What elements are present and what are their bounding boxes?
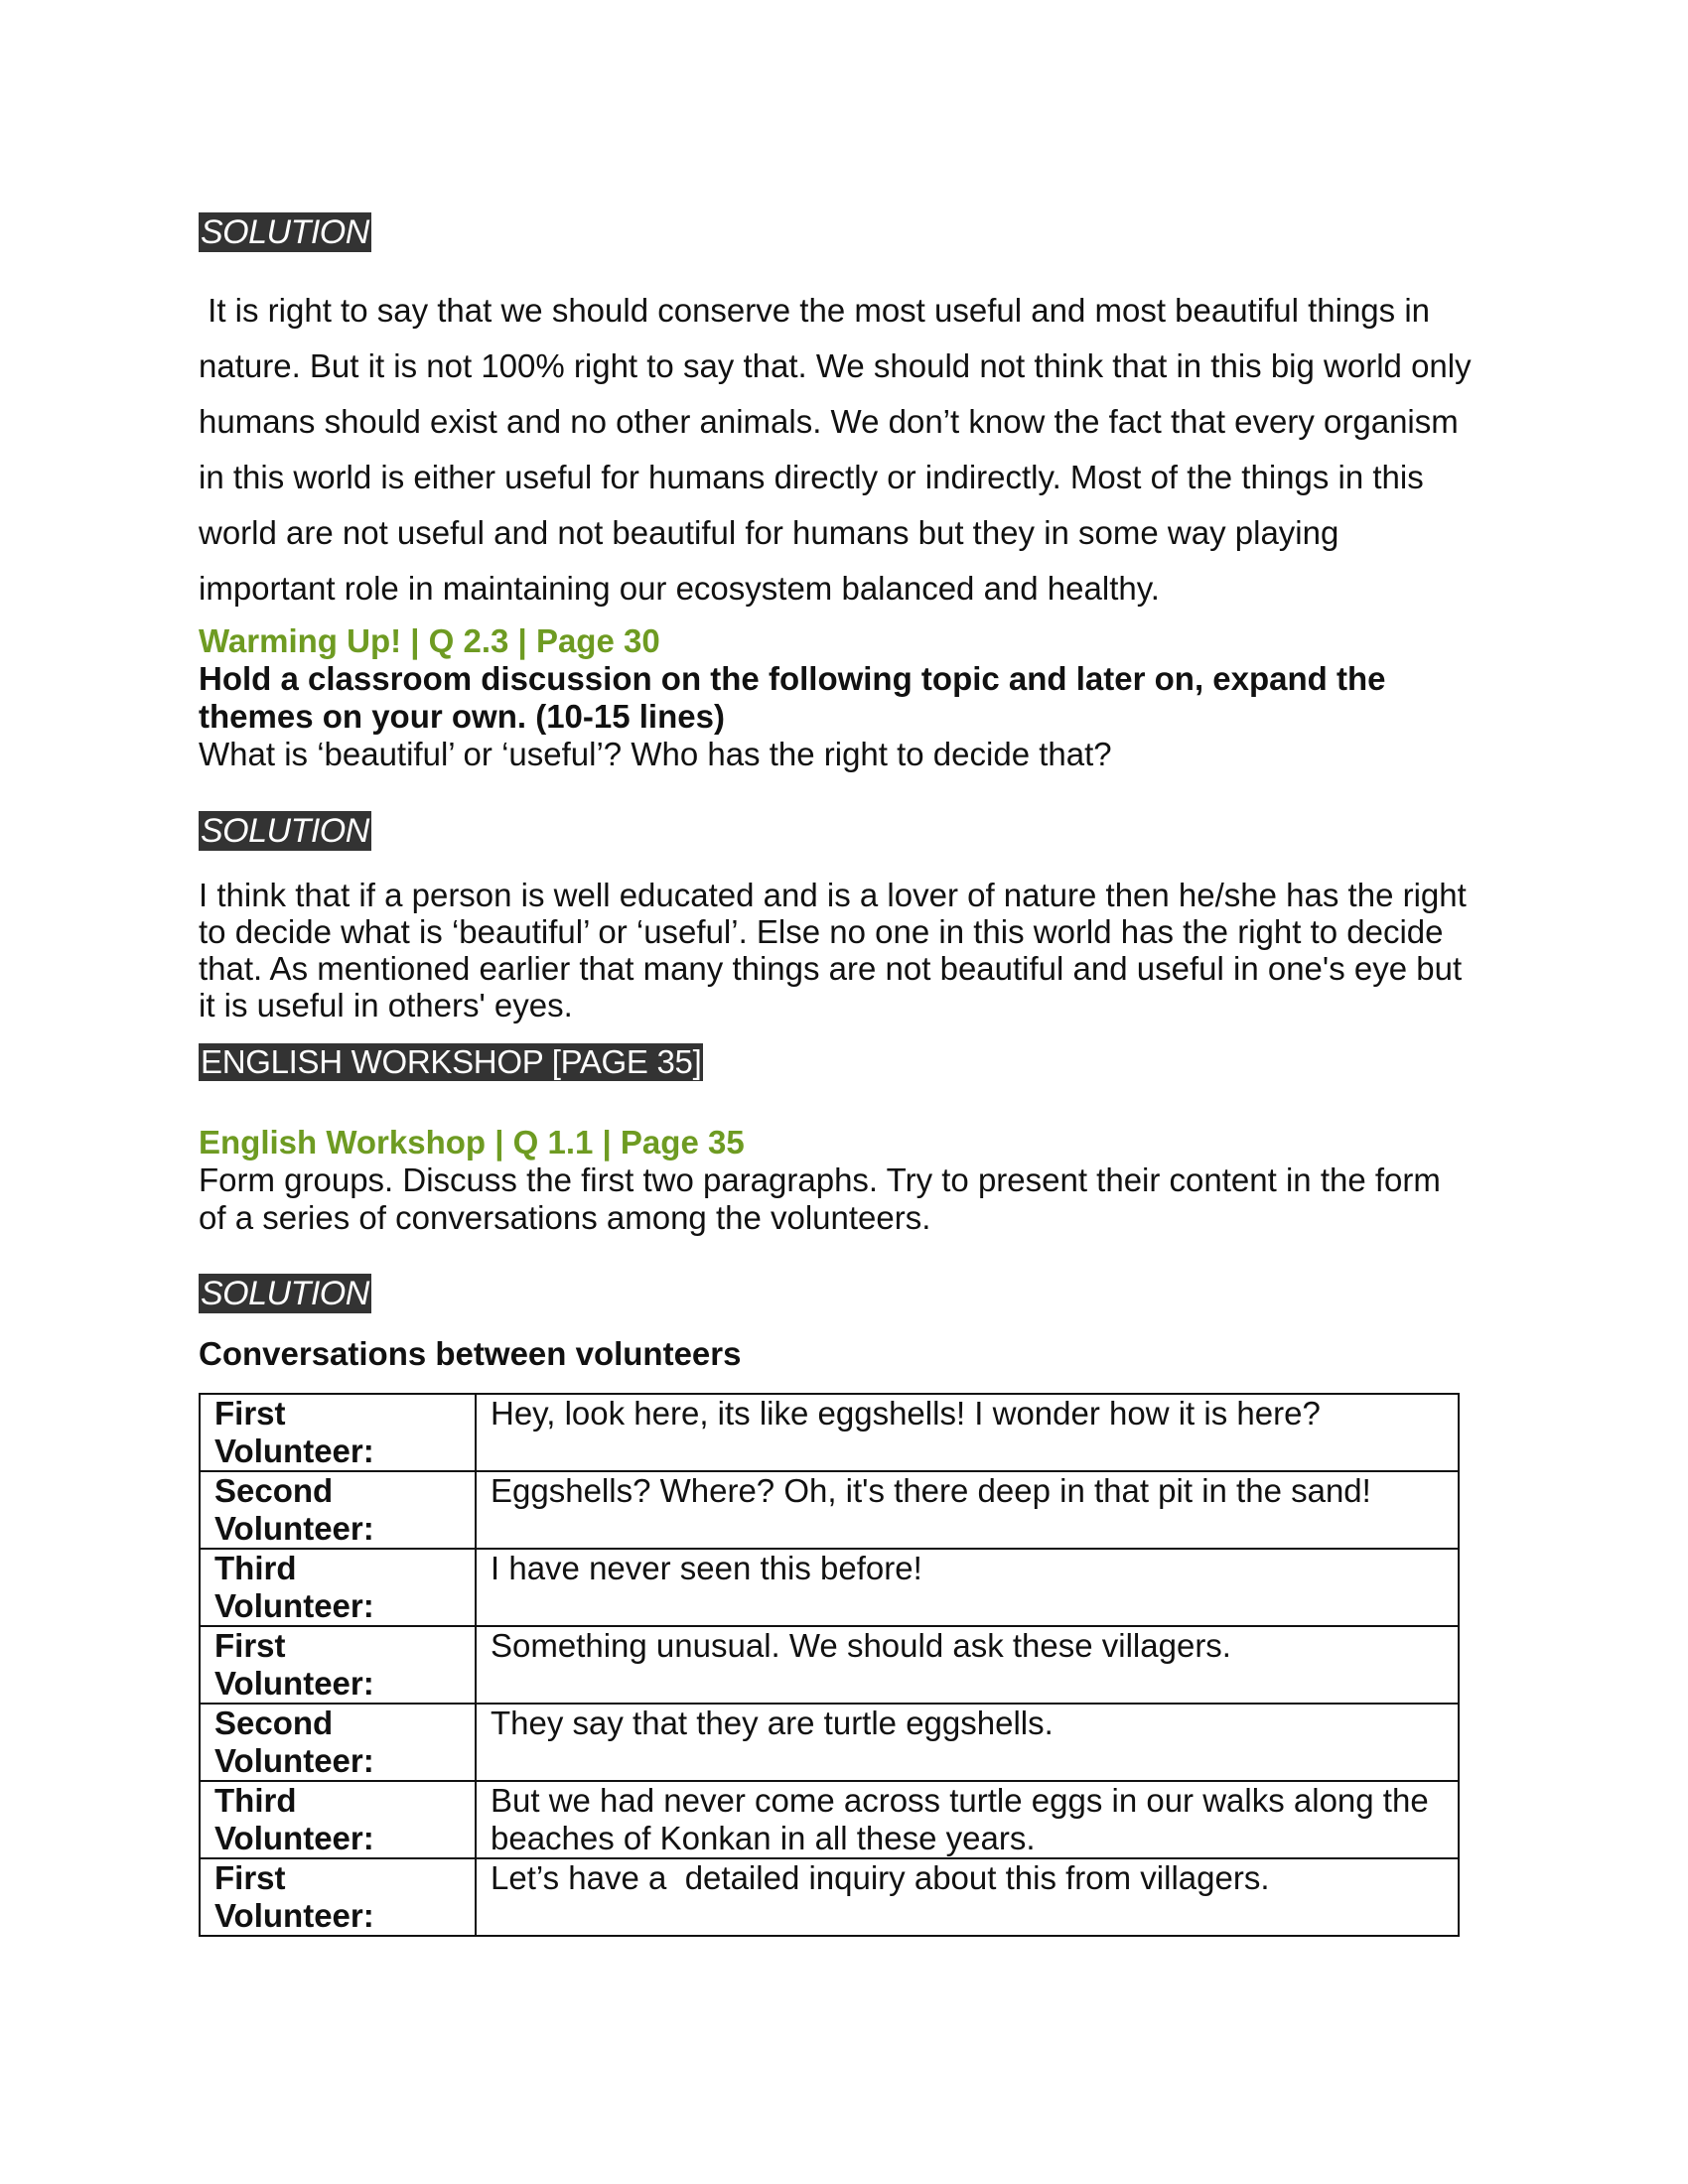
dialogue-cell — [476, 1781, 1459, 1858]
dialogue-line: Eggshells? Where? Oh, it's there deep in that pit in the sand! — [491, 1472, 1371, 1509]
conversation-table-wrap — [199, 1393, 1460, 1937]
dialogue-line: Something unusual. We should ask these villagers. — [491, 1627, 1231, 1664]
dialogue-cell — [476, 1394, 1459, 1471]
speaker-ordinal: Second — [214, 1705, 334, 1741]
question-2-prompt-bold: Hold a classroom discussion on the following topic and later on, expand the — [199, 660, 1386, 697]
question-2-heading: Warming Up! | Q 2.3 | Page 30 — [199, 622, 660, 659]
speaker-ordinal: First — [214, 1859, 286, 1896]
answer-2-line: to decide what is ‘beautiful’ or ‘useful’. Else no one in this world has the right to decide — [199, 913, 1444, 950]
question-2-prompt-bold: themes on your own. (10-15 lines) — [199, 698, 725, 735]
answer-1-line: important role in maintaining our ecosystem balanced and healthy. — [199, 570, 1160, 607]
conversation-heading: Conversations between volunteers — [199, 1335, 742, 1372]
speaker-ordinal: First — [214, 1395, 286, 1432]
speaker-role: Volunteer: — [214, 1510, 374, 1547]
speaker-role: Volunteer: — [214, 1433, 374, 1469]
speaker-cell — [200, 1858, 476, 1936]
speaker-ordinal: Second — [214, 1472, 334, 1509]
conversation-section — [199, 1335, 741, 1373]
answer-1-line: nature. But it is not 100% right to say that. We should not think that in this big world only — [199, 347, 1472, 384]
speaker-role: Volunteer: — [214, 1665, 374, 1702]
question-3-heading: English Workshop | Q 1.1 | Page 35 — [199, 1124, 745, 1160]
table-row — [200, 1549, 1459, 1626]
answer-1-line: humans should exist and no other animals. We don’t know the fact that every organism — [199, 403, 1459, 440]
question-3-prompt: Form groups. Discuss the first two paragraphs. Try to present their content in the form — [199, 1161, 1441, 1198]
question-3-prompt: of a series of conversations among the volunteers. — [199, 1199, 931, 1236]
speaker-ordinal: First — [214, 1627, 286, 1664]
answer-1 — [199, 283, 1489, 616]
speaker-cell — [200, 1394, 476, 1471]
question-3 — [199, 1124, 1489, 1237]
dialogue-cell — [476, 1471, 1459, 1549]
table-row — [200, 1626, 1459, 1704]
answer-1-line: in this world is either useful for humans directly or indirectly. Most of the things in this — [199, 459, 1424, 495]
answer-2-line: that. As mentioned earlier that many things are not beautiful and useful in one's eye but — [199, 950, 1463, 987]
conversation-table — [199, 1393, 1460, 1937]
dialogue-cell — [476, 1704, 1459, 1781]
dialogue-cell — [476, 1626, 1459, 1704]
table-row — [200, 1781, 1459, 1858]
answer-1-line: world are not useful and not beautiful for humans but they in some way playing — [199, 514, 1339, 551]
solution-label: SOLUTION — [201, 1275, 369, 1312]
speaker-cell — [200, 1704, 476, 1781]
dialogue-line: Let’s have a detailed inquiry about this from villagers. — [491, 1859, 1270, 1896]
dialogue-line: They say that they are turtle eggshells. — [491, 1705, 1054, 1741]
table-row — [200, 1471, 1459, 1549]
speaker-cell — [200, 1626, 476, 1704]
dialogue-cell — [476, 1549, 1459, 1626]
table-row — [200, 1394, 1459, 1471]
question-2 — [199, 622, 1489, 773]
dialogue-cell — [476, 1858, 1459, 1936]
answer-2 — [199, 877, 1489, 1024]
answer-1-line: It is right to say that we should conserve the most useful and most beautiful things in — [199, 292, 1430, 329]
solution-label: SOLUTION — [201, 812, 369, 850]
answer-2-line: I think that if a person is well educated and is a lover of nature then he/she has the right — [199, 877, 1467, 913]
speaker-ordinal: Third — [214, 1782, 297, 1819]
solution-badge — [199, 212, 371, 252]
dialogue-line: Hey, look here, its like eggshells! I wonder how it is here? — [491, 1395, 1321, 1432]
speaker-cell — [200, 1781, 476, 1858]
answer-2-line: it is useful in others' eyes. — [199, 987, 573, 1024]
section-label: ENGLISH WORKSHOP [PAGE 35] — [201, 1043, 702, 1080]
dialogue-line: I have never seen this before! — [491, 1550, 922, 1586]
speaker-cell — [200, 1471, 476, 1549]
section-badge — [199, 1043, 703, 1081]
speaker-role: Volunteer: — [214, 1820, 374, 1856]
dialogue-line: But we had never come across turtle eggs in our walks along the — [491, 1782, 1429, 1819]
speaker-ordinal: Third — [214, 1550, 297, 1586]
dialogue-line: beaches of Konkan in all these years. — [491, 1820, 1036, 1856]
speaker-role: Volunteer: — [214, 1587, 374, 1624]
solution-badge — [199, 811, 371, 851]
question-2-prompt: What is ‘beautiful’ or ‘useful’? Who has the right to decide that? — [199, 736, 1112, 772]
solution-badge — [199, 1274, 371, 1313]
speaker-role: Volunteer: — [214, 1897, 374, 1934]
solution-label: SOLUTION — [201, 213, 369, 251]
speaker-role: Volunteer: — [214, 1742, 374, 1779]
table-row — [200, 1858, 1459, 1936]
speaker-cell — [200, 1549, 476, 1626]
table-row — [200, 1704, 1459, 1781]
